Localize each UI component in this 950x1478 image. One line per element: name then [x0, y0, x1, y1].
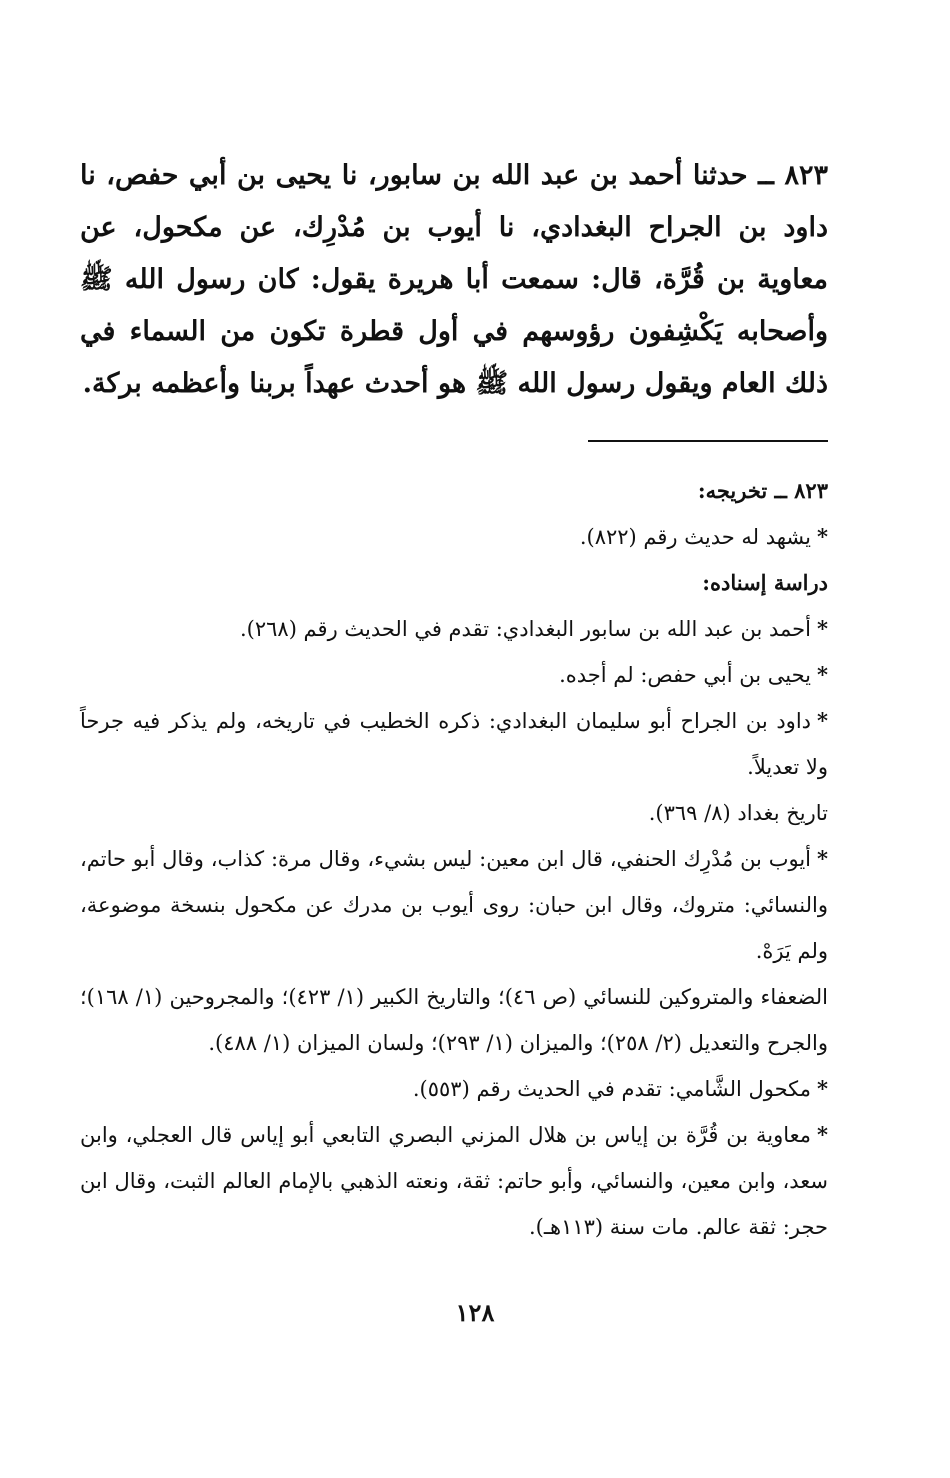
bullet-star: *	[817, 524, 828, 549]
page-number: ١٢٨	[455, 1298, 495, 1327]
narrator-note: *مكحول الشَّامي: تقدم في الحديث رقم (٥٥٣).	[412, 1076, 828, 1101]
bullet-star: *	[817, 1122, 828, 1147]
narrator-note: *يحيى بن أبي حفص: لم أجده.	[559, 662, 828, 687]
hadith-body: ــ حدثنا أحمد بن عبد الله بن سابور، نا يحيى بن أبي حفص، نا داود بن الجراح البغدادي، نا أيوب بن مُدْرِك، عن مكحول، عن معاوية بن قُرَّة، قال: سمعت أبا هريرة يقول: كان رسول الله ﷺ وأصحابه يَكْشِفون رؤوسهم في أول قطرة تكون من السماء في ذلك العام ويقول رسول الله ﷺ هو أحدث عهداً بربنا وأعظمه بركة.	[80, 160, 828, 399]
hadith-text	[80, 150, 828, 410]
takhrij-heading: ٨٢٣ ــ تخريجه:	[697, 478, 828, 503]
hadith-number: ٨٢٣	[784, 160, 828, 191]
isnad-heading: دراسة إسناده:	[702, 570, 828, 595]
footnote-divider	[588, 440, 828, 442]
source-citation: الضعفاء والمتروكين للنسائي (ص ٤٦)؛ والتاريخ الكبير (١/ ٤٢٣)؛ والمجروحين (١/ ١٦٨)؛ والجرح والتعديل (٢/ ٢٥٨)؛ والميزان (١/ ٢٩٣)؛ ولسان الميزان (١/ ٤٨٨).	[80, 985, 828, 1055]
bullet-star: *	[817, 1076, 828, 1101]
narrator-note: *داود بن الجراح أبو سليمان البغدادي: ذكره الخطيب في تاريخه، ولم يذكر فيه جرحاً ولا تعديلاً.	[80, 708, 828, 779]
narrator-note: *أحمد بن عبد الله بن سابور البغدادي: تقدم في الحديث رقم (٢٦٨).	[239, 616, 828, 641]
bullet-star: *	[817, 708, 828, 733]
witness-note: *يشهد له حديث رقم (٨٢٢).	[579, 524, 828, 549]
source-citation: تاريخ بغداد (٨/ ٣٦٩).	[648, 801, 828, 825]
bullet-star: *	[817, 662, 828, 687]
narrator-note: *معاوية بن قُرَّة بن إياس بن هلال المزني البصري التابعي أبو إياس قال العجلي، وابن سعد، وابن معين، والنسائي، وأبو حاتم: ثقة، ونعته الذهبي بالإمام العالم الثبت، وقال ابن حجر: ثقة عالم. مات سنة (١١٣هـ).	[80, 1122, 828, 1239]
bullet-star: *	[817, 846, 828, 871]
footnotes	[80, 468, 828, 1250]
narrator-note: *أيوب بن مُدْرِك الحنفي، قال ابن معين: ليس بشيء، وقال مرة: كذاب، وقال أبو حاتم، والنسائي: متروك، وقال ابن حبان: روى أيوب بن مدرك عن مكحول بنسخة موضوعة، ولم يَرَهْ.	[80, 846, 828, 963]
bullet-star: *	[817, 616, 828, 641]
